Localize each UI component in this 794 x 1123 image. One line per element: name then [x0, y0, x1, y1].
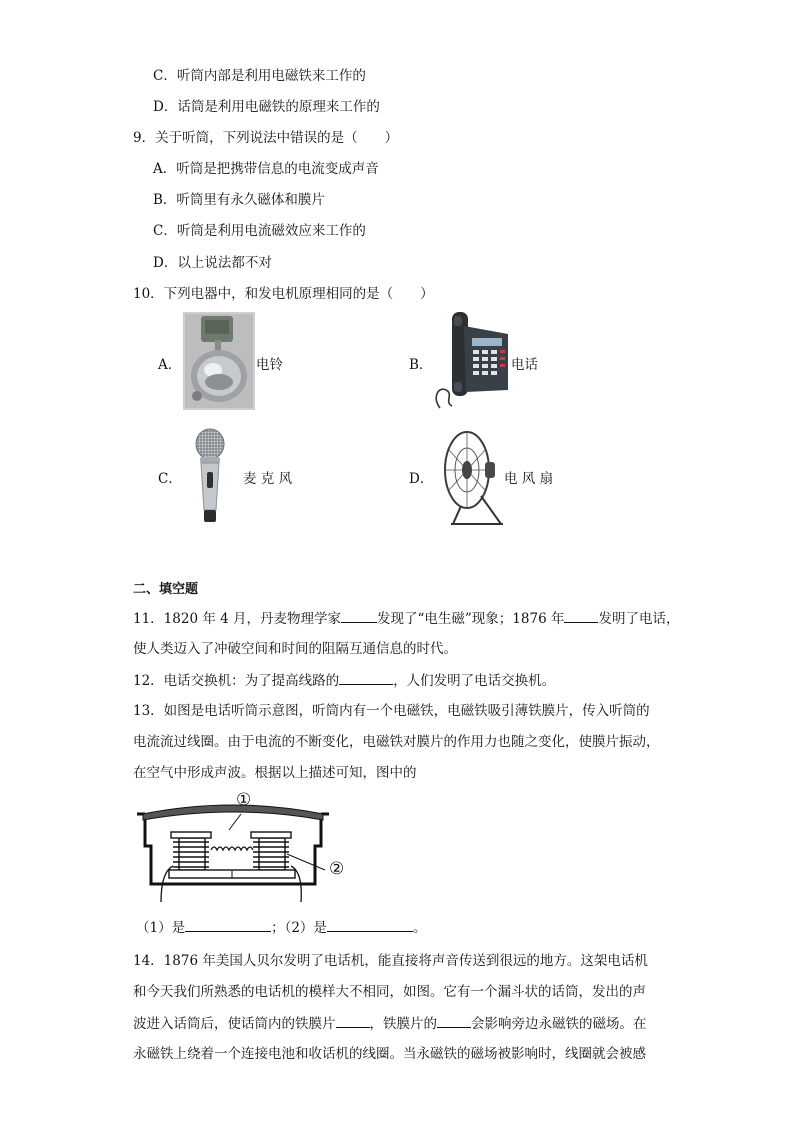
q11-line2: 使人类迈入了冲破空间和时间的阻隔互通信息的时代。 [133, 641, 457, 657]
q14-text-a: 波进入话筒后，使话筒内的铁膜片 [133, 1016, 336, 1032]
q11-blank-2[interactable] [564, 608, 598, 623]
q14-line1: 14．1876 年美国人贝尔发明了电话机，能直接将声音传送到很远的地方。这架电话机 [133, 953, 648, 969]
q14-text-b: ，铁膜片的 [369, 1016, 437, 1032]
q10-choice-a-text: 电铃 [256, 357, 283, 373]
q11-text-c: 发明了电话， [598, 611, 680, 627]
electric-fan-icon [441, 426, 505, 526]
q9-stem: 9．关于听筒，下列说法中错误的是（ ） [133, 130, 399, 146]
q10-stem: 10．下列电器中，和发电机原理相同的是（ ） [133, 286, 434, 302]
q13-blank-1[interactable] [185, 917, 271, 932]
q13-blank-2[interactable] [327, 917, 413, 932]
q8-option-d: D．话筒是利用电磁铁的原理来工作的 [153, 99, 380, 115]
diagram-marker-2: ② [329, 859, 345, 879]
q9-option-b: B．听筒里有永久磁体和膜片 [153, 192, 325, 208]
q13-answer-c: 。 [412, 920, 427, 936]
q14-blank-1[interactable] [336, 1013, 370, 1028]
q12-text-a: 12．电话交换机：为了提高线路的 [133, 673, 340, 689]
q13-answer-a: （1）是 [136, 920, 186, 936]
q11-line1 [133, 608, 679, 629]
q12-text-b: ，人们发明了电话交换机。 [393, 673, 556, 689]
q14-line3 [133, 1013, 647, 1034]
q12-blank[interactable] [339, 670, 393, 685]
q13-line2: 电流流过线圈。由于电流的不断变化，电磁铁对膜片的作用力也随之变化，使膜片振动， [133, 734, 660, 750]
q14-line2: 和今天我们所熟悉的电话机的模样大不相同，如图。它有一个漏斗状的话筒，发出的声 [133, 984, 646, 1000]
q10-choice-c-text: 麦 克 风 [243, 471, 293, 487]
q14-line4: 永磁铁上绕着一个连接电池和收话机的线圈。当永磁铁的磁场被影响时，线圈就会被感 [133, 1046, 646, 1062]
section-title: 二、填空题 [133, 582, 199, 597]
q13-line3: 在空气中形成声波。根据以上描述可知，图中的 [133, 765, 417, 781]
q9-option-c: C．听筒是利用电流磁效应来工作的 [153, 223, 366, 239]
q12-line [133, 670, 555, 691]
q10-choice-a-letter: A． [158, 357, 182, 373]
q14-text-c: 会影响旁边永磁铁的磁场。在 [471, 1016, 647, 1032]
q10-choice-b-letter: B． [409, 357, 433, 373]
q11-text-b: 发现了“电生磁”现象；1876 年 [377, 611, 565, 627]
q10-choice-d-text: 电 风 扇 [504, 471, 554, 487]
q10-choice-b-text: 电话 [511, 357, 538, 373]
electric-bell-icon [183, 312, 255, 410]
q9-option-a: A．听筒是把携带信息的电流变成声音 [153, 161, 379, 177]
q13-line1: 13．如图是电话听筒示意图，听筒内有一个电磁铁，电磁铁吸引薄铁膜片，传入听筒的 [133, 703, 650, 719]
q11-text-a: 11．1820 年 4 月，丹麦物理学家 [133, 611, 341, 627]
q13-answer-line [136, 917, 426, 938]
q8-option-c: C．听筒内部是利用电磁铁来工作的 [153, 68, 366, 84]
diagram-marker-1: ① [236, 790, 252, 810]
q14-blank-2[interactable] [437, 1013, 471, 1028]
q9-option-d: D．以上说法都不对 [153, 255, 272, 271]
q11-blank-1[interactable] [341, 608, 377, 623]
q10-choice-d-letter: D． [409, 471, 434, 487]
telephone-icon [434, 312, 510, 410]
q10-choice-c-letter: C． [158, 471, 182, 487]
q13-answer-b: ；（2）是 [271, 920, 327, 936]
microphone-icon [192, 428, 228, 524]
